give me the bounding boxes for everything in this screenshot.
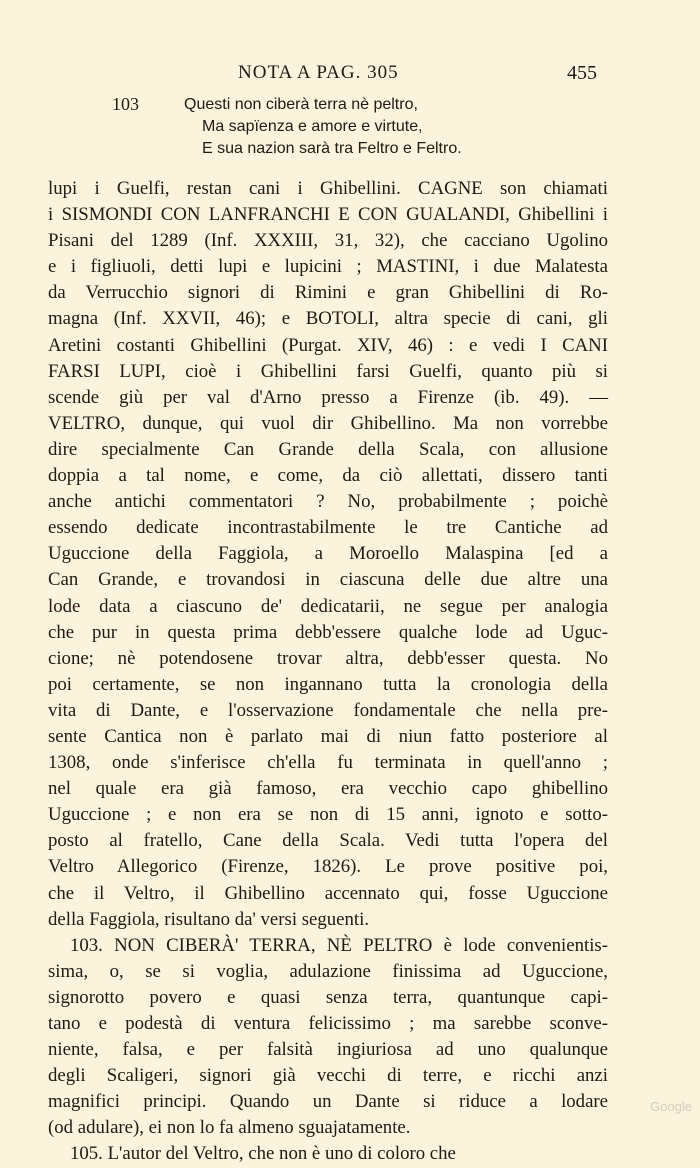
text-line: della Faggiola, risultano da' versi seguenti. bbox=[48, 908, 370, 930]
text-line: VELTRO, dunque, qui vuol dir Ghibellino. Ma non vorrebbe bbox=[48, 412, 608, 434]
text-line: Aretini costanti Ghibellini (Purgat. XIV, 46) : e vedi I CANI bbox=[48, 334, 608, 356]
text-line: lupi i Guelfi, restan cani i Ghibellini. CAGNE son chiamati bbox=[48, 178, 608, 199]
text-line: e i figliuoli, detti lupi e lupicini ; MASTINI, i due Malatesta bbox=[48, 256, 608, 278]
text-line: magnifici principi. Quando un Dante si riduce a lodare bbox=[48, 1091, 608, 1113]
text-line: sente Cantica non è parlato mai di niun fatto posteriore al bbox=[48, 725, 608, 747]
text-line: magna (Inf. XXVII, 46); e BOTOLI, altra specie di cani, gli bbox=[48, 308, 608, 330]
text-line: doppia a tal nome, e come, da ciò allettati, dissero tanti bbox=[48, 465, 608, 487]
text-line: anche antichi commentatori ? No, probabilmente ; poichè bbox=[48, 491, 608, 513]
commentary-text bbox=[48, 176, 608, 1168]
text-line: Uguccione ; e non era se non di 15 anni, ignoto e sotto- bbox=[48, 804, 608, 826]
text-line: degli Scaligeri, signori già vecchi di terre, e ricchi anzi bbox=[48, 1065, 608, 1087]
text-line: FARSI LUPI, cioè i Ghibellini farsi Guelfi, quanto più si bbox=[48, 360, 608, 382]
text-line: dire specialmente Can Grande della Scala, con allusione bbox=[48, 438, 608, 460]
text-line: scende giù per val d'Arno presso a Firenze (ib. 49). — bbox=[48, 386, 608, 408]
text-line: tano e podestà di ventura felicissimo ; ma sarebbe sconve- bbox=[48, 1013, 608, 1034]
text-line: che il Veltro, il Ghibellino accennato qui, fosse Uguccione bbox=[48, 882, 608, 904]
watermark: Google bbox=[650, 1099, 692, 1114]
text-line: cione; nè potendosene trovar altra, debb'esser questa. No bbox=[48, 647, 608, 669]
text-line: 1308, onde s'inferisce ch'ella fu terminata in quell'anno ; bbox=[48, 752, 608, 774]
text-line: 103. NON CIBERÀ' TERRA, NÈ PELTRO è lode convenientis- bbox=[70, 934, 608, 956]
text-line: signorotto povero e quasi senza terra, quantunque capi- bbox=[48, 986, 608, 1008]
text-line: da Verrucchio signori di Rimini e gran Ghibellini di Ro- bbox=[48, 282, 608, 304]
verse-line: E sua nazion sarà tra Feltro e Feltro. bbox=[202, 140, 462, 157]
verse-number: 103 bbox=[112, 94, 139, 114]
text-line: 105. L'autor del Veltro, che non è uno di coloro che bbox=[70, 1143, 456, 1165]
text-line: essendo dedicate incontrastabilmente le tre Cantiche ad bbox=[48, 517, 608, 539]
text-line: niente, falsa, e per falsità ingiuriosa ad uno qualunque bbox=[48, 1039, 608, 1061]
page-number: 455 bbox=[567, 62, 597, 84]
text-line: che pur in questa prima debb'essere qualche lode ad Uguc- bbox=[48, 621, 608, 643]
text-line: nel quale era già famoso, era vecchio capo ghibellino bbox=[48, 778, 608, 800]
text-line: poi certamente, se non ingannano tutta la cronologia della bbox=[48, 673, 608, 695]
verse-line: Questi non ciberà terra nè peltro, bbox=[184, 96, 418, 113]
running-head bbox=[0, 62, 700, 88]
text-line: Can Grande, e trovandosi in ciascuna delle due altre una bbox=[48, 569, 608, 591]
text-line: vita di Dante, e l'osservazione fondamentale che nella pre- bbox=[48, 699, 608, 721]
text-line: i SISMONDI CON LANFRANCHI E CON GUALANDI, Ghibellini i bbox=[48, 204, 608, 226]
text-line: Uguccione della Faggiola, a Moroello Malaspina [ed a bbox=[48, 543, 608, 565]
text-line: sima, o, se si voglia, adulazione finissima ad Uguccione, bbox=[48, 960, 608, 982]
text-line: posto al fratello, Cane della Scala. Vedi tutta l'opera del bbox=[48, 830, 608, 852]
text-line: (od adulare), ei non lo fa almeno sguajatamente. bbox=[48, 1117, 411, 1139]
text-line: Pisani del 1289 (Inf. XXXIII, 31, 32), che cacciano Ugolino bbox=[48, 230, 608, 252]
text-line: lode data a ciascuno de' dedicatarii, ne segue per analogia bbox=[48, 595, 608, 617]
text-line: Veltro Allegorico (Firenze, 1826). Le prove positive poi, bbox=[48, 856, 608, 878]
verse-line: Ma sapïenza e amore e virtute, bbox=[202, 118, 423, 135]
running-title: NOTA A PAG. 305 bbox=[238, 62, 399, 83]
